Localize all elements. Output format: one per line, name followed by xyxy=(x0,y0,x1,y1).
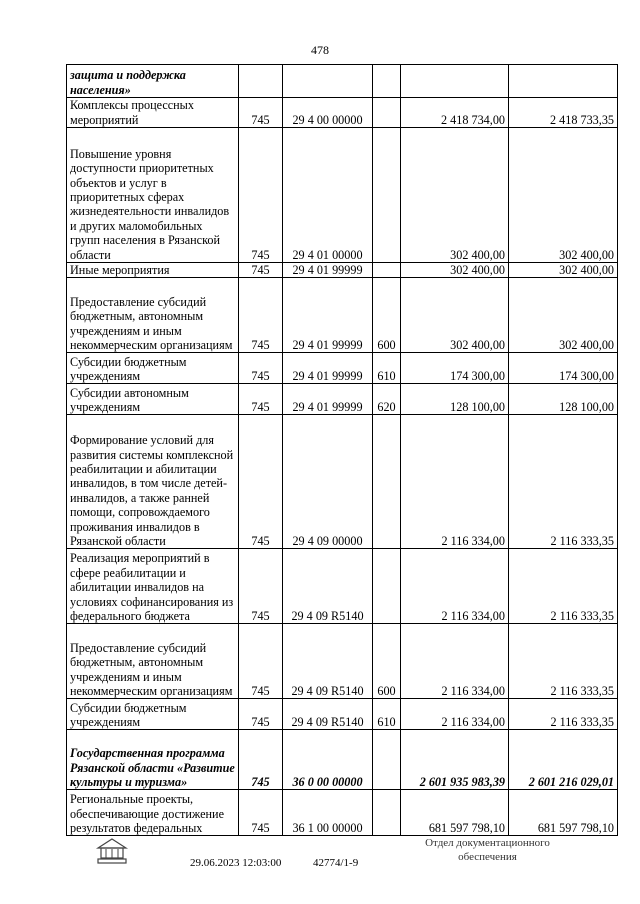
row-code xyxy=(373,263,401,278)
row-vr: 745 xyxy=(239,263,283,278)
row-vr: 745 xyxy=(239,384,283,415)
row-vr: 745 xyxy=(239,415,283,549)
table-row xyxy=(67,624,618,699)
row-cs: 29 4 01 99999 xyxy=(283,278,373,353)
table-row xyxy=(67,263,618,278)
table-row xyxy=(67,384,618,415)
row-code: 600 xyxy=(373,624,401,699)
row-name: Предоставление субсидий бюджетным, автономным учреждениям и иным некоммерческим организациям xyxy=(67,278,239,353)
row-sum-2023-exec: 302 400,00 xyxy=(509,278,618,353)
row-sum-2023: 2 116 334,00 xyxy=(401,415,509,549)
table-row xyxy=(67,65,618,98)
row-code xyxy=(373,98,401,128)
row-cs: 29 4 01 99999 xyxy=(283,353,373,384)
table-row xyxy=(67,415,618,549)
row-cs: 36 0 00 00000 xyxy=(283,730,373,790)
footer-department: Отдел документационного обеспечения xyxy=(425,837,550,863)
row-name: защита и поддержка населения» xyxy=(67,65,239,98)
row-sum-2023: 302 400,00 xyxy=(401,128,509,263)
row-name: Предоставление субсидий бюджетным, автономным учреждениям и иным некоммерческим организациям xyxy=(67,624,239,699)
row-vr: 745 xyxy=(239,790,283,836)
row-code: 610 xyxy=(373,353,401,384)
row-vr xyxy=(239,65,283,98)
row-cs xyxy=(283,65,373,98)
row-code: 620 xyxy=(373,384,401,415)
row-cs: 29 4 01 99999 xyxy=(283,263,373,278)
row-cs: 29 4 09 R5140 xyxy=(283,624,373,699)
row-vr: 745 xyxy=(239,128,283,263)
row-cs: 29 4 01 99999 xyxy=(283,384,373,415)
row-sum-2023: 2 116 334,00 xyxy=(401,549,509,624)
row-sum-2023-exec: 174 300,00 xyxy=(509,353,618,384)
row-sum-2023-exec: 2 116 333,35 xyxy=(509,624,618,699)
row-sum-2023: 2 418 734,00 xyxy=(401,98,509,128)
row-cs: 29 4 09 00000 xyxy=(283,415,373,549)
row-name: Повышение уровня доступности приоритетных объектов и услуг в приоритетных сферах жизнедеятельности инвалидов и других маломобильных групп населения в Рязанской области xyxy=(67,128,239,263)
row-name: Субсидии автономным учреждениям xyxy=(67,384,239,415)
row-name: Иные мероприятия xyxy=(67,263,239,278)
row-vr: 745 xyxy=(239,730,283,790)
row-sum-2023-exec: 302 400,00 xyxy=(509,263,618,278)
row-code xyxy=(373,65,401,98)
table-row xyxy=(67,128,618,263)
row-sum-2023 xyxy=(401,65,509,98)
row-sum-2023: 174 300,00 xyxy=(401,353,509,384)
table-row xyxy=(67,278,618,353)
row-sum-2023: 302 400,00 xyxy=(401,278,509,353)
row-sum-2023-exec: 2 418 733,35 xyxy=(509,98,618,128)
row-sum-2023: 2 116 334,00 xyxy=(401,624,509,699)
row-name: Формирование условий для развития системы комплексной реабилитации и абилитации инвалидов, в том числе детей-инвалидов, а также ранней помощи, сопровождаемого проживания инвалидов в Рязанской области xyxy=(67,415,239,549)
row-sum-2023: 2 116 334,00 xyxy=(401,699,509,730)
table-row xyxy=(67,549,618,624)
row-sum-2023-exec: 128 100,00 xyxy=(509,384,618,415)
budget-table-body xyxy=(67,65,618,836)
row-sum-2023: 2 601 935 983,39 xyxy=(401,730,509,790)
footer-doc-code: 42774/1-9 xyxy=(313,857,359,869)
row-sum-2023-exec xyxy=(509,65,618,98)
row-name: Комплексы процессных мероприятий xyxy=(67,98,239,128)
row-code xyxy=(373,549,401,624)
row-sum-2023-exec: 2 116 333,35 xyxy=(509,415,618,549)
budget-table xyxy=(66,64,618,836)
row-sum-2023: 128 100,00 xyxy=(401,384,509,415)
row-name: Региональные проекты, обеспечивающие достижение результатов федеральных xyxy=(67,790,239,836)
row-code: 600 xyxy=(373,278,401,353)
row-cs: 29 4 00 00000 xyxy=(283,98,373,128)
row-vr: 745 xyxy=(239,624,283,699)
row-sum-2023: 302 400,00 xyxy=(401,263,509,278)
row-vr: 745 xyxy=(239,278,283,353)
row-sum-2023-exec: 302 400,00 xyxy=(509,128,618,263)
row-sum-2023-exec: 2 116 333,35 xyxy=(509,549,618,624)
row-vr: 745 xyxy=(239,98,283,128)
row-code xyxy=(373,415,401,549)
row-name: Субсидии бюджетным учреждениям xyxy=(67,353,239,384)
row-sum-2023-exec: 2 601 216 029,01 xyxy=(509,730,618,790)
table-row xyxy=(67,98,618,128)
row-code xyxy=(373,128,401,263)
footer-datetime: 29.06.2023 12:03:00 xyxy=(190,857,282,869)
row-code: 610 xyxy=(373,699,401,730)
table-row xyxy=(67,699,618,730)
row-cs: 29 4 01 00000 xyxy=(283,128,373,263)
table-row xyxy=(67,730,618,790)
row-name: Государственная программа Рязанской области «Развитие культуры и туризма» xyxy=(67,730,239,790)
row-sum-2023-exec: 2 116 333,35 xyxy=(509,699,618,730)
row-vr: 745 xyxy=(239,353,283,384)
row-cs: 29 4 09 R5140 xyxy=(283,549,373,624)
document-stamp-icon xyxy=(95,836,129,866)
table-row xyxy=(67,790,618,836)
row-vr: 745 xyxy=(239,549,283,624)
table-row xyxy=(67,353,618,384)
row-cs: 29 4 09 R5140 xyxy=(283,699,373,730)
row-name: Субсидии бюджетным учреждениям xyxy=(67,699,239,730)
row-sum-2023-exec: 681 597 798,10 xyxy=(509,790,618,836)
row-code xyxy=(373,730,401,790)
row-code xyxy=(373,790,401,836)
row-vr: 745 xyxy=(239,699,283,730)
row-cs: 36 1 00 00000 xyxy=(283,790,373,836)
row-sum-2023: 681 597 798,10 xyxy=(401,790,509,836)
row-name: Реализация мероприятий в сфере реабилитации и абилитации инвалидов на условиях софинансирования из федерального бюджета xyxy=(67,549,239,624)
page-number: 478 xyxy=(311,43,329,57)
